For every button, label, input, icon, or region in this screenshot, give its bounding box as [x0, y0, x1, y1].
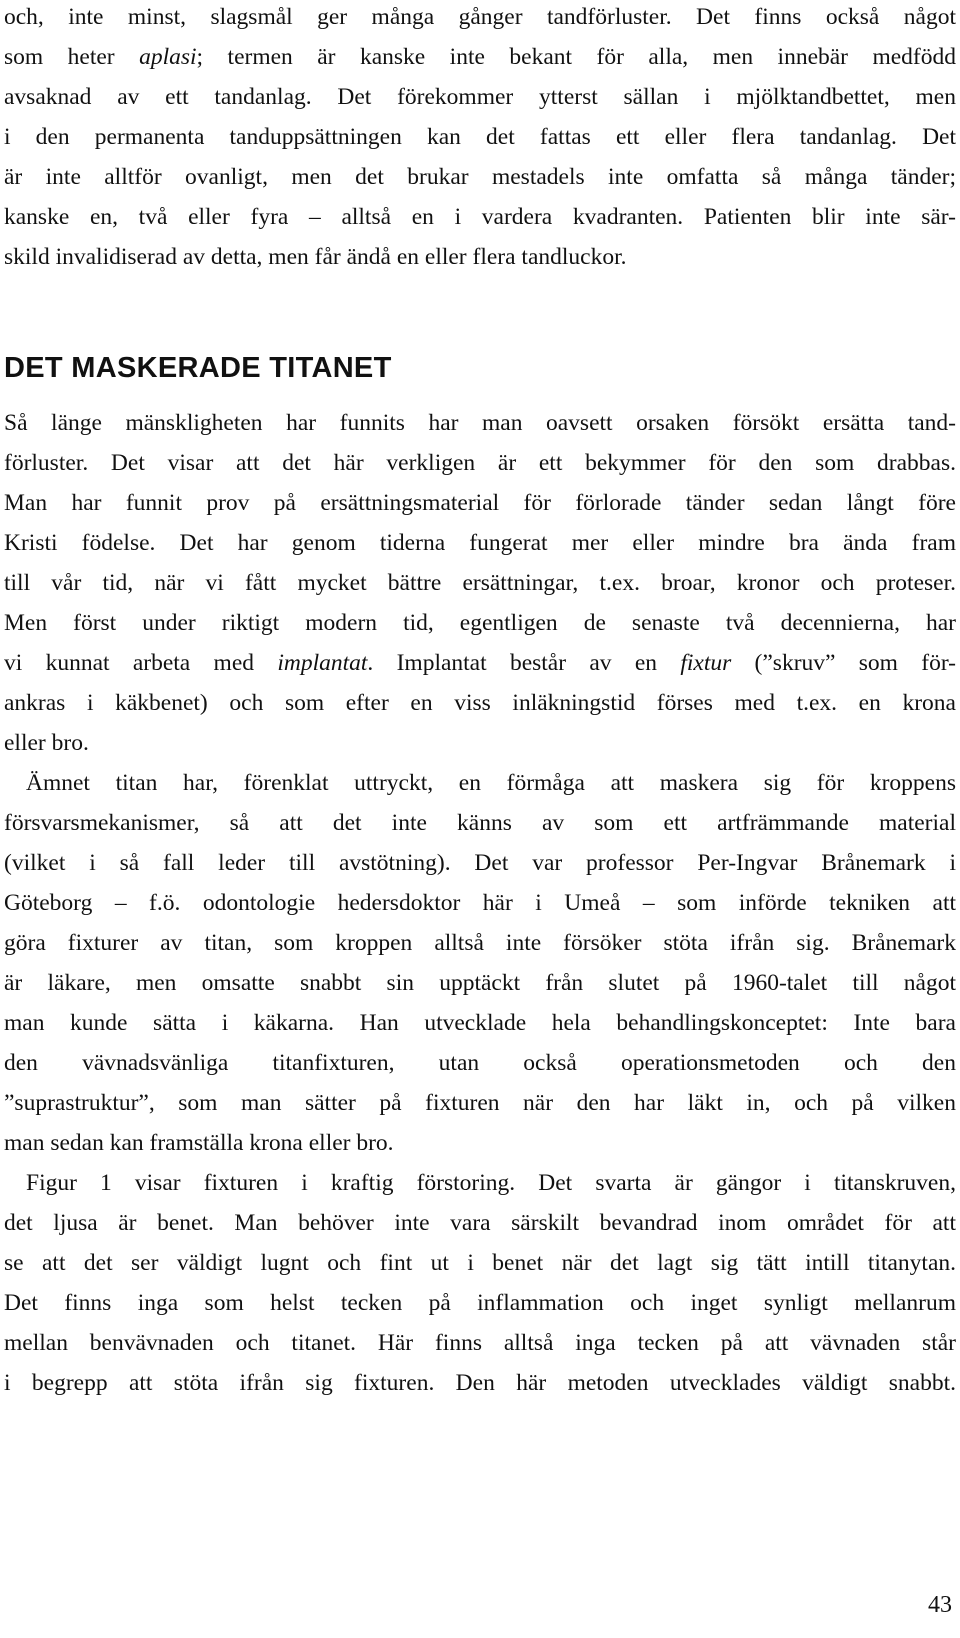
text-line: [4, 843, 956, 883]
page-number: 43: [928, 1592, 952, 1618]
text-line: [4, 763, 956, 803]
text-run: . Implantat består av en: [367, 650, 681, 676]
text-line: [4, 723, 956, 763]
text-run: är inte alltför ovanligt, men det brukar mestadels inte omfatta så många tänder;: [4, 164, 956, 190]
text-run: Men först under riktigt modern tid, egentligen de senaste två decennierna, har: [4, 610, 956, 636]
text-run: kanske en, två eller fyra – alltså en i vardera kvadranten. Patienten blir inte sär-: [4, 204, 956, 230]
text-line: [4, 1363, 956, 1403]
text-run: avsaknad av ett tandanlag. Det förekommer ytterst sällan i mjölktandbettet, men: [4, 84, 956, 110]
text-line: [4, 803, 956, 843]
text-run: (vilket i så fall leder till avstötning). Det var professor Per-Ingvar Brånemark i: [4, 850, 956, 876]
text-run: Det finns inga som helst tecken på inflammation och inget synligt mellanrum: [4, 1290, 956, 1316]
text-run: se att det ser väldigt lugnt och fint ut i benet när det lagt sig tätt intill titanytan.: [4, 1250, 956, 1276]
text-line: [4, 1283, 956, 1323]
text-line: [4, 643, 956, 683]
text-line: [4, 1083, 956, 1123]
text-line: [4, 963, 956, 1003]
text-run: man kunde sätta i käkarna. Han utvecklade hela behandlingskonceptet: Inte bara: [4, 1010, 956, 1036]
text-line: [4, 883, 956, 923]
text-line: [4, 77, 956, 117]
text-run: försvarsmekanismer, så att det inte känns av som ett artfrämmande material: [4, 810, 956, 836]
text-line: [4, 603, 956, 643]
text-line: [4, 1323, 956, 1363]
text-line: [4, 923, 956, 963]
text-run: som heter: [4, 44, 140, 70]
text-run: är läkare, men omsatte snabbt sin upptäckt från slutet på 1960-talet till något: [4, 970, 956, 996]
text-run: i begrepp att stöta ifrån sig fixturen. Den här metoden utvecklades väldigt snabbt.: [4, 1370, 956, 1396]
text-line: [4, 0, 956, 37]
text-run: det ljusa är benet. Man behöver inte vara särskilt bevandrad inom området för att: [4, 1210, 956, 1236]
text-run: Kristi födelse. Det har genom tiderna fungerat mer eller mindre bra ända fram: [4, 530, 956, 556]
text-run: Så länge mänskligheten har funnits har man oavsett orsaken försökt ersätta tand-: [4, 410, 956, 436]
text-run: (”skruv” som för-: [731, 650, 956, 676]
text-run: den vävnadsvänliga titanfixturen, utan också operationsmetoden och den: [4, 1050, 956, 1076]
text-run: mellan benvävnaden och titanet. Här finns alltså inga tecken på att vävnaden står: [4, 1330, 956, 1356]
text-line: [4, 237, 956, 277]
text-run: Man har funnit prov på ersättningsmaterial för förlorade tänder sedan långt före: [4, 490, 956, 516]
text-line: [4, 37, 956, 77]
italic-term: implantat: [277, 650, 368, 676]
text-line: [4, 683, 956, 723]
text-run: ”suprastruktur”, som man sätter på fixturen när den har läkt in, och på vilken: [4, 1090, 956, 1116]
text-line: [4, 443, 956, 483]
text-run: ankras i käkbenet) och som efter en viss inläkningstid förses med t.ex. en krona: [4, 690, 956, 716]
text-run: vi kunnat arbeta med: [4, 650, 278, 676]
text-line: [4, 1243, 956, 1283]
section-body: [4, 403, 956, 1403]
text-line: [4, 1123, 956, 1163]
text-run: skild invalidiserad av detta, men får ändå en eller flera tandluckor.: [4, 244, 627, 270]
text-line: [4, 483, 956, 523]
intro-paragraph: [4, 0, 956, 277]
section-heading: DET MASKERADE TITANET: [4, 352, 392, 384]
text-run: Göteborg – f.ö. odontologie hedersdoktor här i Umeå – som införde tekniken att: [4, 890, 956, 916]
text-run: eller bro.: [4, 730, 89, 756]
text-line: [4, 1043, 956, 1083]
text-run: Figur 1 visar fixturen i kraftig förstoring. Det svarta är gängor i titanskruven,: [26, 1170, 956, 1196]
text-line: [4, 1003, 956, 1043]
text-line: [4, 1163, 956, 1203]
text-run: göra fixturer av titan, som kroppen alltså inte försöker stöta ifrån sig. Brånemark: [4, 930, 956, 956]
text-line: [4, 157, 956, 197]
italic-term: aplasi: [139, 44, 197, 70]
text-run: ; termen är kanske inte bekant för alla, men innebär medfödd: [196, 44, 957, 70]
text-run: man sedan kan framställa krona eller bro.: [4, 1130, 394, 1156]
text-line: [4, 197, 956, 237]
text-run: Ämnet titan har, förenklat uttryckt, en förmåga att maskera sig för kroppens: [26, 770, 956, 796]
text-line: [4, 117, 956, 157]
text-line: [4, 403, 956, 443]
text-run: i den permanenta tanduppsättningen kan det fattas ett eller flera tandanlag. Det: [4, 124, 956, 150]
text-line: [4, 1203, 956, 1243]
text-line: [4, 563, 956, 603]
text-run: förluster. Det visar att det här verkligen är ett bekymmer för den som drabbas.: [4, 450, 956, 476]
text-line: [4, 523, 956, 563]
italic-term: fixtur: [680, 650, 732, 676]
text-run: och, inte minst, slagsmål ger många gånger tandförluster. Det finns också något: [4, 4, 956, 30]
text-run: till vår tid, när vi fått mycket bättre ersättningar, t.ex. broar, kronor och proteser.: [4, 570, 956, 596]
